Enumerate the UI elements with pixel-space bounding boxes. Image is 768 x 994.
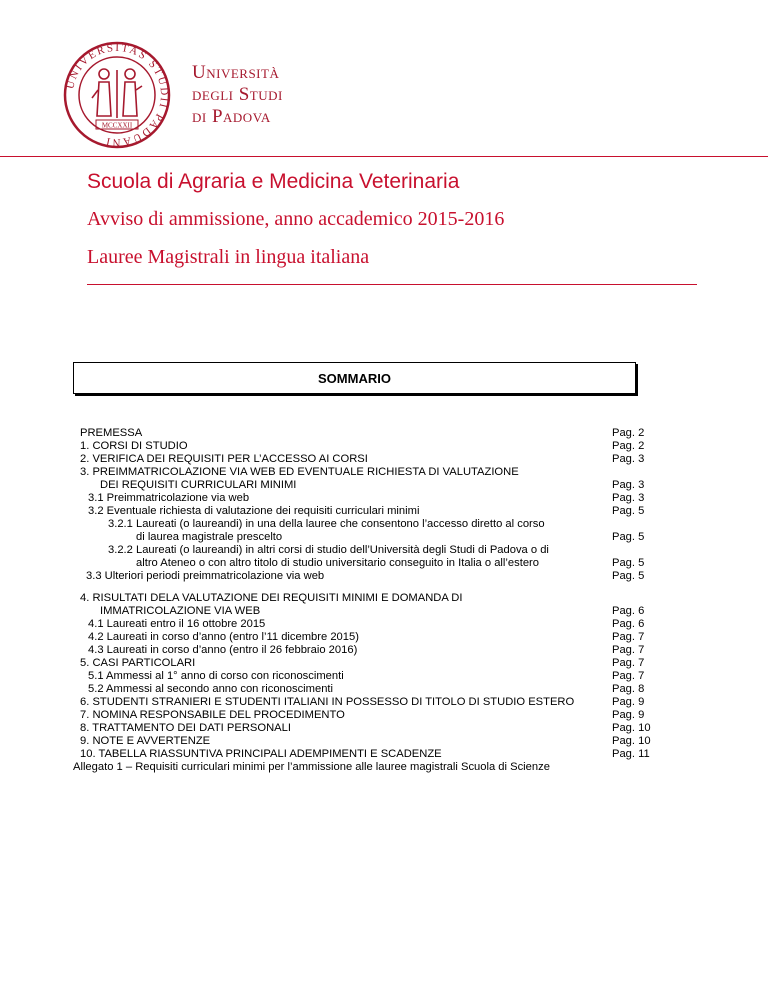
toc-entry: 3.1 Preimmatricolazione via web [88, 492, 250, 504]
toc-page-number: Pag. 7 [612, 644, 645, 656]
toc-entry: di laurea magistrale prescelto [136, 531, 283, 543]
toc-entry: 6. STUDENTI STRANIERI E STUDENTI ITALIANI IN POSSESSO DI TITOLO DI STUDIO ESTERO [80, 696, 575, 708]
toc-page-number: Pag. 7 [612, 670, 645, 682]
toc-entry: 3.2.2 Laureati (o laureandi) in altri corsi di studio dell’Università degli Studi di Padova o di [108, 544, 549, 556]
toc-entry: 3. PREIMMATRICOLAZIONE VIA WEB ED EVENTUALE RICHIESTA DI VALUTAZIONE [80, 466, 519, 478]
toc-page-number: Pag. 6 [612, 605, 645, 617]
toc-page-number: Pag. 8 [612, 683, 645, 695]
toc-page-number: Pag. 2 [612, 440, 645, 452]
toc-entry: 10. TABELLA RIASSUNTIVA PRINCIPALI ADEMPIMENTI E SCADENZE [80, 748, 442, 760]
toc-page-number: Pag. 3 [612, 453, 645, 465]
toc-page-number: Pag. 9 [612, 696, 645, 708]
summary-heading-box [73, 362, 636, 394]
toc-entry: 4.3 Laureati in corso d’anno (entro il 26 febbraio 2016) [88, 644, 358, 656]
toc-entry: 5.1 Ammessi al 1° anno di corso con riconoscimenti [88, 670, 344, 682]
toc-page-number: Pag. 6 [612, 618, 645, 630]
university-line-3: di Padova [192, 106, 271, 127]
toc-page-number: Pag. 5 [612, 505, 645, 517]
toc-entry: 7. NOMINA RESPONSABILE DEL PROCEDIMENTO [80, 709, 345, 721]
toc-entry: 2. VERIFICA DEI REQUISITI PER L’ACCESSO AI CORSI [80, 453, 368, 465]
toc-page-number: Pag. 10 [612, 722, 651, 734]
summary-heading: SOMMARIO [318, 371, 391, 386]
toc-page-number: Pag. 7 [612, 631, 645, 643]
university-line-1: Università [192, 62, 280, 83]
header-divider [0, 156, 768, 157]
toc-page-number: Pag. 3 [612, 479, 645, 491]
toc-page-number: Pag. 2 [612, 427, 645, 439]
toc-entry: 5. CASI PARTICOLARI [80, 657, 196, 669]
university-seal [62, 40, 172, 150]
toc-entry: 4.1 Laureati entro il 16 ottobre 2015 [88, 618, 266, 630]
toc-page-number: Pag. 11 [612, 748, 650, 760]
toc-entry: 1. CORSI DI STUDIO [80, 440, 188, 452]
toc-entry: 8. TRATTAMENTO DEI DATI PERSONALI [80, 722, 291, 734]
toc-page-number: Pag. 3 [612, 492, 645, 504]
notice-title: Avviso di ammissione, anno accademico 2015-2016 [87, 208, 505, 230]
toc-entry: 3.3 Ulteriori periodi preimmatricolazione via web [86, 570, 325, 582]
toc-page-number: Pag. 5 [612, 531, 645, 543]
toc-entry: IMMATRICOLAZIONE VIA WEB [100, 605, 261, 617]
toc-entry: PREMESSA [80, 427, 143, 439]
toc-page-number: Pag. 7 [612, 657, 645, 669]
toc-entry: 4.2 Laureati in corso d’anno (entro l’11 dicembre 2015) [88, 631, 359, 643]
toc-entry: 3.2 Eventuale richiesta di valutazione dei requisiti curriculari minimi [88, 505, 420, 517]
university-line-2: degli Studi [192, 84, 283, 105]
toc-entry: altro Ateneo o con altro titolo di studio universitario conseguito in Italia o all’estero [136, 557, 539, 569]
title-divider [87, 284, 697, 285]
seal-year: MCCXXII [101, 121, 133, 130]
toc-page-number: Pag. 5 [612, 557, 645, 569]
toc-page-number: Pag. 10 [612, 735, 651, 747]
seal-legend: UNIVERSITAS STUDII PADUANI [64, 41, 171, 149]
toc-entry: DEI REQUISITI CURRICULARI MINIMI [100, 479, 297, 491]
university-name [192, 62, 283, 128]
toc-entry: 4. RISULTATI DELA VALUTAZIONE DEI REQUISITI MINIMI E DOMANDA DI [80, 592, 463, 604]
toc-entry: Allegato 1 – Requisiti curriculari minimi per l’ammissione alle lauree magistrali Scuola di Scienze [73, 761, 550, 773]
toc-entry: 9. NOTE E AVVERTENZE [80, 735, 211, 747]
toc-page-number: Pag. 5 [612, 570, 645, 582]
toc-entry: 5.2 Ammessi al secondo anno con riconoscimenti [88, 683, 334, 695]
school-title: Scuola di Agraria e Medicina Veterinaria [87, 170, 460, 193]
toc-page-number: Pag. 9 [612, 709, 645, 721]
toc-entry: 3.2.1 Laureati (o laureandi) in una della lauree che consentono l’accesso diretto al corso [108, 518, 545, 530]
programs-title: Lauree Magistrali in lingua italiana [87, 246, 370, 268]
